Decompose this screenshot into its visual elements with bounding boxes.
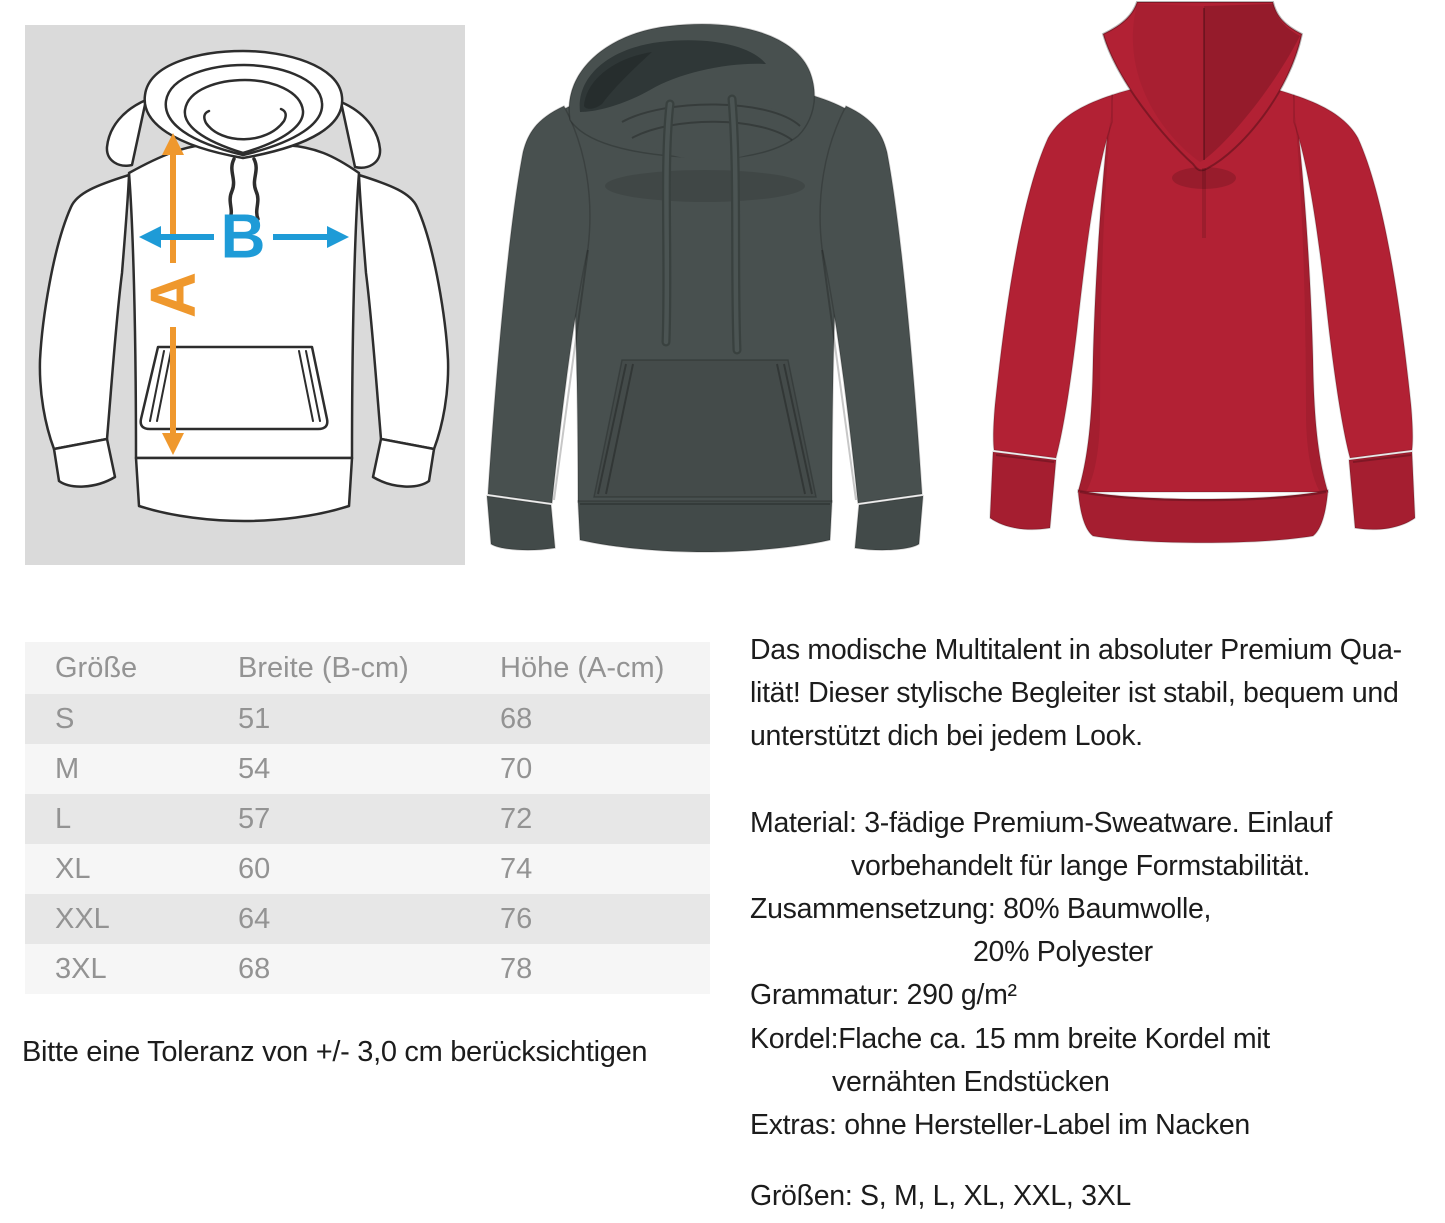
table-row — [25, 794, 710, 844]
description-line: Extras: ohne Hersteller-Label im Nacken — [750, 1108, 1250, 1141]
cell-breite: 54 — [238, 752, 271, 785]
cell-breite: 60 — [238, 852, 271, 885]
cell-hoehe: 72 — [500, 802, 533, 835]
description-line: lität! Dieser stylische Begleiter ist stabil, bequem und — [750, 677, 1399, 710]
col-header-groesse: Größe — [55, 651, 138, 684]
description-line: vernähten Endstücken — [832, 1065, 1110, 1098]
cell-size: S — [55, 702, 75, 735]
col-header-breite: Breite (B-cm) — [238, 651, 409, 684]
cell-breite: 68 — [238, 952, 271, 985]
front-hoodie-image — [480, 0, 960, 580]
cell-size: XL — [55, 852, 91, 885]
hoodie-measure-illustration — [25, 25, 465, 565]
cell-size: XXL — [55, 902, 110, 935]
description-line: Größen: S, M, L, XL, XXL, 3XL — [750, 1180, 1131, 1213]
kangaroo-pocket — [594, 360, 816, 497]
cell-hoehe: 68 — [500, 702, 533, 735]
description-line: Zusammensetzung: 80% Baumwolle, — [750, 892, 1212, 925]
cell-hoehe: 70 — [500, 752, 533, 785]
description-line: Kordel:Flache ca. 15 mm breite Kordel mit — [750, 1022, 1270, 1055]
tolerance-note: Bitte eine Toleranz von +/- 3,0 cm berücksichtigen — [22, 1036, 648, 1068]
size-diagram — [25, 25, 465, 565]
cell-size: M — [55, 752, 80, 785]
table-row — [25, 744, 710, 794]
cell-breite: 51 — [238, 702, 271, 735]
description-line: 20% Polyester — [973, 936, 1153, 969]
cell-hoehe: 74 — [500, 852, 533, 885]
measure-label-b: B — [220, 202, 266, 272]
product-description — [750, 629, 1445, 1218]
cell-hoehe: 76 — [500, 902, 533, 935]
col-header-hoehe: Höhe (A-cm) — [500, 651, 665, 684]
product-photo-front — [480, 0, 960, 580]
size-table-header — [25, 642, 710, 694]
table-row — [25, 694, 710, 744]
description-line: vorbehandelt für lange Formstabilität. — [851, 849, 1311, 882]
back-hoodie-image — [960, 0, 1445, 580]
description-line: unterstützt dich bei jedem Look. — [750, 720, 1143, 753]
description-line: Material: 3-fädige Premium-Sweatware. Einlauf — [750, 806, 1333, 839]
cell-breite: 64 — [238, 902, 271, 935]
size-table — [25, 642, 710, 994]
table-row — [25, 944, 710, 994]
measure-label-a: A — [137, 271, 209, 319]
product-photo-back — [960, 0, 1445, 580]
table-row — [25, 844, 710, 894]
description-line: Das modische Multitalent in absoluter Premium Qua- — [750, 634, 1402, 666]
cell-size: L — [55, 802, 72, 835]
table-row — [25, 894, 710, 944]
cell-breite: 57 — [238, 802, 271, 835]
cell-size: 3XL — [55, 952, 107, 985]
description-line: Grammatur: 290 g/m² — [750, 979, 1017, 1012]
cell-hoehe: 78 — [500, 952, 533, 985]
size-table-body — [25, 694, 710, 994]
